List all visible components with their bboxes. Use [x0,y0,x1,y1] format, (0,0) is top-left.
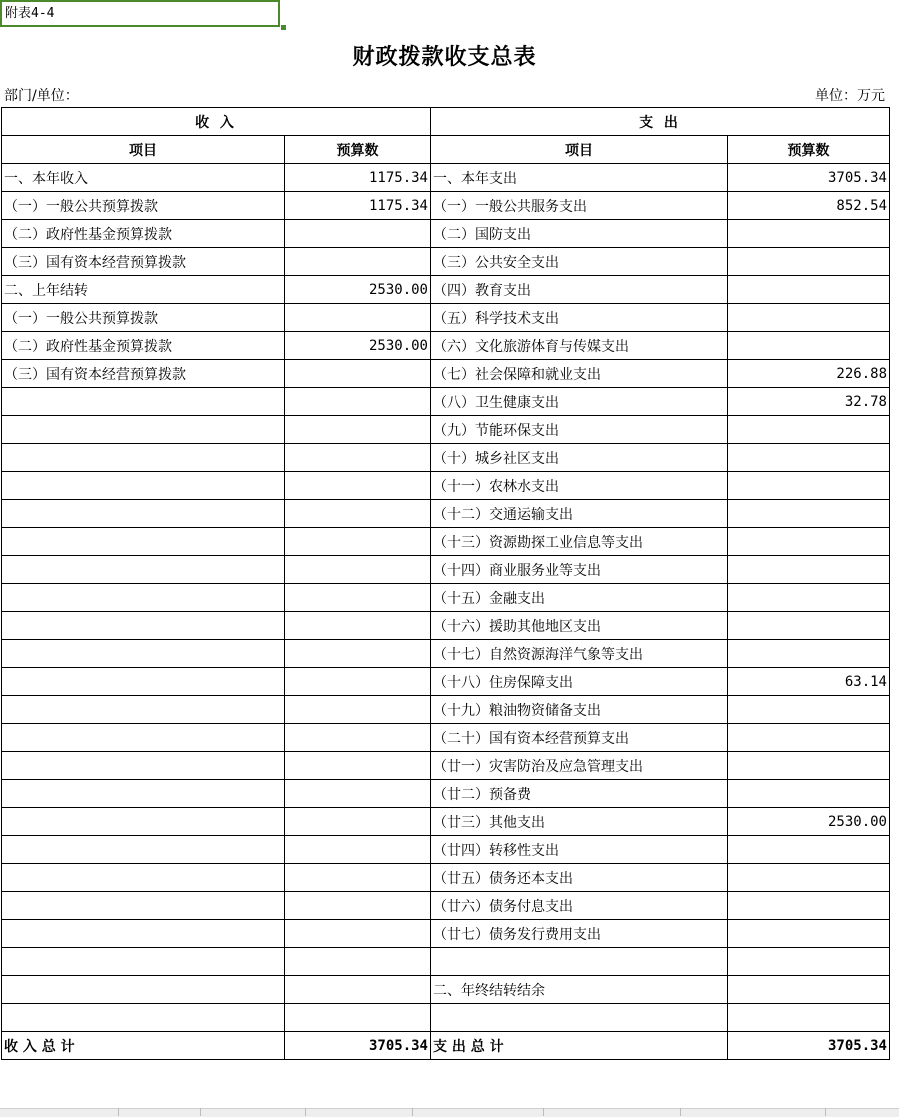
income-amount-cell[interactable] [285,416,431,444]
income-amount-header[interactable]: 预算数 [285,136,431,164]
table-row [2,416,890,444]
expense-item-cell[interactable]: （八）卫生健康支出 [431,388,728,416]
expense-item-cell[interactable]: 一、本年支出 [431,164,728,192]
selected-cell[interactable]: 附表4-4 [0,0,280,27]
income-item-cell[interactable] [2,976,285,1004]
income-amount-cell[interactable] [285,920,431,948]
income-amount-cell[interactable] [285,528,431,556]
income-item-cell[interactable]: （三）国有资本经营预算拨款 [2,248,285,276]
income-item-cell[interactable] [2,668,285,696]
income-item-cell[interactable] [2,416,285,444]
income-amount-cell[interactable] [285,948,431,976]
table-row [2,332,890,360]
income-item-cell[interactable]: （二）政府性基金预算拨款 [2,332,285,360]
expense-amount-cell[interactable]: 3705.34 [728,164,890,192]
totals-row [2,1032,890,1060]
expense-item-cell[interactable]: （六）文化旅游体育与传媒支出 [431,332,728,360]
expense-item-cell[interactable]: （十八）住房保障支出 [431,668,728,696]
income-total-amount[interactable]: 3705.34 [285,1032,431,1060]
unit-label: 单位：万元 [815,88,885,104]
expense-item-cell[interactable] [431,1004,728,1032]
table-row [2,780,890,808]
budget-table [1,107,890,1060]
table-row [2,612,890,640]
income-item-cell[interactable] [2,584,285,612]
table-row [2,864,890,892]
income-amount-cell[interactable] [285,668,431,696]
expense-amount-cell[interactable] [728,892,890,920]
expense-item-cell[interactable]: （十六）援助其他地区支出 [431,612,728,640]
expense-amount-cell[interactable] [728,976,890,1004]
section-header-row [2,108,890,136]
expense-item-cell[interactable]: （十七）自然资源海洋气象等支出 [431,640,728,668]
sheet-tab-divider [118,1108,119,1116]
expense-item-cell[interactable]: （十四）商业服务业等支出 [431,556,728,584]
expense-item-cell[interactable]: 二、年终结转结余 [431,976,728,1004]
income-item-cell[interactable] [2,612,285,640]
income-item-cell[interactable] [2,892,285,920]
expense-amount-cell[interactable] [728,248,890,276]
expense-item-cell[interactable]: （十九）粮油物资储备支出 [431,696,728,724]
expense-item-cell[interactable]: （四）教育支出 [431,276,728,304]
income-item-cell[interactable]: （一）一般公共预算拨款 [2,192,285,220]
income-item-cell[interactable] [2,780,285,808]
income-item-cell[interactable] [2,640,285,668]
sheet-tab-divider [305,1108,306,1116]
income-item-cell[interactable] [2,472,285,500]
expense-item-cell[interactable]: （廿四）转移性支出 [431,836,728,864]
table-row [2,724,890,752]
income-amount-cell[interactable] [285,360,431,388]
table-row [2,276,890,304]
income-item-cell[interactable] [2,808,285,836]
expense-amount-cell[interactable]: 2530.00 [728,808,890,836]
income-amount-cell[interactable] [285,864,431,892]
income-amount-cell[interactable] [285,220,431,248]
income-item-cell[interactable] [2,696,285,724]
expense-amount-cell[interactable] [728,724,890,752]
sheet-tab-divider [412,1108,413,1116]
expense-amount-cell[interactable]: 32.78 [728,388,890,416]
table-row [2,696,890,724]
income-amount-cell[interactable] [285,780,431,808]
fill-handle[interactable] [281,25,286,30]
table-row [2,752,890,780]
table-row [2,248,890,276]
income-amount-cell[interactable] [285,388,431,416]
expense-item-cell[interactable]: （廿三）其他支出 [431,808,728,836]
expense-item-cell[interactable]: （十五）金融支出 [431,584,728,612]
income-item-cell[interactable]: 二、上年结转 [2,276,285,304]
expense-amount-cell[interactable] [728,584,890,612]
income-amount-cell[interactable]: 2530.00 [285,332,431,360]
income-amount-cell[interactable] [285,808,431,836]
income-item-cell[interactable] [2,388,285,416]
income-item-cell[interactable]: 一、本年收入 [2,164,285,192]
expense-amount-cell[interactable] [728,780,890,808]
expense-item-cell[interactable]: （廿七）债务发行费用支出 [431,920,728,948]
income-amount-cell[interactable]: 1175.34 [285,164,431,192]
income-item-cell[interactable] [2,836,285,864]
income-item-cell[interactable]: （三）国有资本经营预算拨款 [2,360,285,388]
income-item-cell[interactable] [2,1004,285,1032]
expense-item-cell[interactable]: （十）城乡社区支出 [431,444,728,472]
income-item-cell[interactable] [2,948,285,976]
expense-amount-cell[interactable] [728,276,890,304]
expense-item-cell[interactable]: （二）国防支出 [431,220,728,248]
expense-item-cell[interactable] [431,948,728,976]
expense-total-amount[interactable]: 3705.34 [728,1032,890,1060]
expense-amount-cell[interactable] [728,528,890,556]
income-item-cell[interactable]: （二）政府性基金预算拨款 [2,220,285,248]
expense-item-cell[interactable]: （十三）资源勘探工业信息等支出 [431,528,728,556]
income-amount-cell[interactable] [285,696,431,724]
income-amount-cell[interactable] [285,472,431,500]
expense-amount-cell[interactable] [728,472,890,500]
income-amount-cell[interactable] [285,640,431,668]
income-amount-cell[interactable] [285,500,431,528]
income-amount-cell[interactable] [285,836,431,864]
table-row [2,808,890,836]
table-row [2,668,890,696]
income-item-cell[interactable] [2,556,285,584]
expense-item-cell[interactable]: （一）一般公共服务支出 [431,192,728,220]
table-row [2,920,890,948]
expense-item-header[interactable]: 项目 [431,136,728,164]
expense-amount-cell[interactable] [728,556,890,584]
sheet-tab-divider [200,1108,201,1116]
income-amount-cell[interactable] [285,556,431,584]
table-row [2,528,890,556]
income-amount-cell[interactable]: 2530.00 [285,276,431,304]
expense-item-cell[interactable]: （廿二）预备费 [431,780,728,808]
page-title: 财政拨款收支总表 [352,44,537,70]
expense-total-label[interactable]: 支 出 总 计 [431,1032,728,1060]
expense-amount-cell[interactable] [728,864,890,892]
expense-amount-cell[interactable] [728,612,890,640]
expense-amount-cell[interactable] [728,332,890,360]
income-amount-cell[interactable] [285,1004,431,1032]
income-amount-cell[interactable] [285,892,431,920]
expense-section-header[interactable]: 支 出 [431,108,890,136]
table-row [2,304,890,332]
table-row [2,500,890,528]
income-total-label[interactable]: 收 入 总 计 [2,1032,285,1060]
income-item-cell[interactable] [2,444,285,472]
expense-item-cell[interactable]: （七）社会保障和就业支出 [431,360,728,388]
income-item-cell[interactable]: （一）一般公共预算拨款 [2,304,285,332]
table-row [2,164,890,192]
table-row [2,444,890,472]
income-amount-cell[interactable] [285,304,431,332]
table-row [2,1004,890,1032]
table-row [2,220,890,248]
income-item-cell[interactable] [2,752,285,780]
table-row [2,640,890,668]
table-row [2,556,890,584]
table-row [2,472,890,500]
income-item-cell[interactable] [2,724,285,752]
expense-item-cell[interactable]: （十二）交通运输支出 [431,500,728,528]
expense-amount-cell[interactable] [728,1004,890,1032]
sheet-tab-divider [680,1108,681,1116]
expense-amount-cell[interactable]: 63.14 [728,668,890,696]
income-item-cell[interactable] [2,528,285,556]
expense-amount-cell[interactable]: 226.88 [728,360,890,388]
table-row [2,892,890,920]
income-amount-cell[interactable]: 1175.34 [285,192,431,220]
sheet-tab-divider [825,1108,826,1116]
income-amount-cell[interactable] [285,724,431,752]
income-item-cell[interactable] [2,920,285,948]
income-amount-cell[interactable] [285,752,431,780]
sheet-tab-divider [543,1108,544,1116]
expense-item-cell[interactable]: （二十）国有资本经营预算支出 [431,724,728,752]
expense-amount-cell[interactable] [728,948,890,976]
department-label: 部门/单位： [4,88,79,104]
income-item-cell[interactable] [2,864,285,892]
expense-amount-cell[interactable] [728,500,890,528]
expense-item-cell[interactable]: （廿五）债务还本支出 [431,864,728,892]
expense-item-cell[interactable]: （五）科学技术支出 [431,304,728,332]
table-row [2,192,890,220]
table-row [2,388,890,416]
expense-amount-cell[interactable] [728,752,890,780]
table-row [2,976,890,1004]
column-header-row [2,136,890,164]
table-row [2,948,890,976]
expense-amount-cell[interactable] [728,836,890,864]
expense-item-cell[interactable]: （三）公共安全支出 [431,248,728,276]
expense-amount-cell[interactable] [728,220,890,248]
income-amount-cell[interactable] [285,976,431,1004]
income-item-header[interactable]: 项目 [2,136,285,164]
income-amount-cell[interactable] [285,584,431,612]
expense-amount-cell[interactable] [728,640,890,668]
expense-item-cell[interactable]: （廿六）债务付息支出 [431,892,728,920]
table-row [2,360,890,388]
expense-amount-cell[interactable] [728,444,890,472]
income-amount-cell[interactable] [285,612,431,640]
expense-amount-cell[interactable]: 852.54 [728,192,890,220]
income-amount-cell[interactable] [285,248,431,276]
expense-amount-cell[interactable] [728,416,890,444]
expense-item-cell[interactable]: （廿一）灾害防治及应急管理支出 [431,752,728,780]
income-item-cell[interactable] [2,500,285,528]
table-row [2,584,890,612]
expense-item-cell[interactable]: （十一）农林水支出 [431,472,728,500]
table-row [2,836,890,864]
expense-amount-header[interactable]: 预算数 [728,136,890,164]
income-amount-cell[interactable] [285,444,431,472]
expense-amount-cell[interactable] [728,304,890,332]
expense-amount-cell[interactable] [728,920,890,948]
income-section-header[interactable]: 收 入 [2,108,431,136]
expense-item-cell[interactable]: （九）节能环保支出 [431,416,728,444]
expense-amount-cell[interactable] [728,696,890,724]
